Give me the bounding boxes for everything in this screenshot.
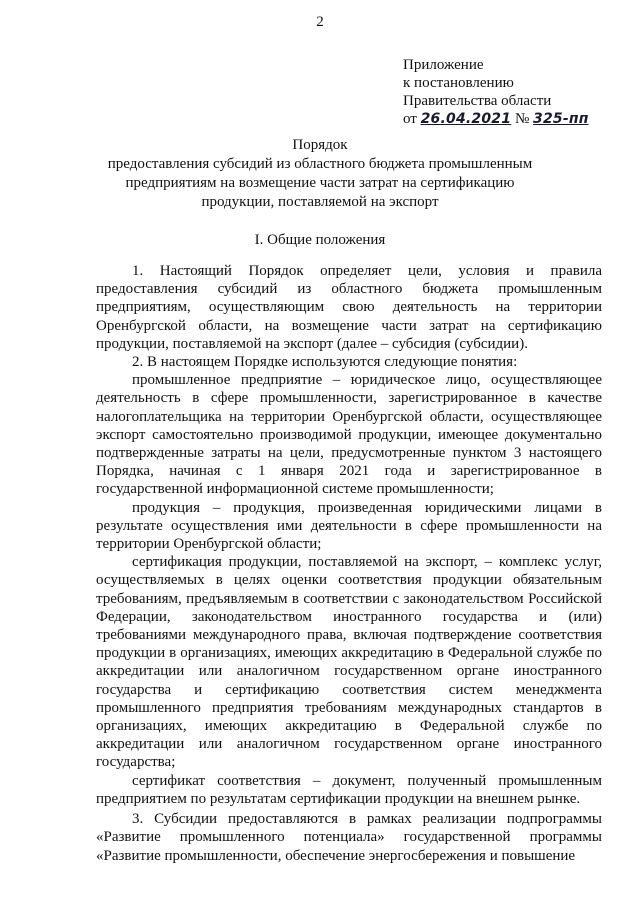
appendix-line-3: Правительства области <box>403 93 552 109</box>
paragraph-definition-product: продукция – продукция, произведенная юридическими лицами в результате осуществления ими деятельности в сфере промышленности на территории Оренбургской области; <box>96 499 602 553</box>
appendix-block <box>403 56 589 128</box>
title-line-4: продукции, поставляемой на экспорт <box>201 194 439 210</box>
title-line-3: предприятиям на возмещение части затрат на сертификацию <box>125 175 515 191</box>
handwritten-number: 325-пп <box>533 111 589 127</box>
paragraph-definition-certificate: сертификат соответствия – документ, полученный промышленным предприятием по результатам сертификации продукции на внешнем рынке. <box>96 772 602 807</box>
handwritten-date: 26.04.2021 <box>420 111 512 127</box>
title-line-1: Порядок <box>292 137 348 153</box>
appendix-line-2: к постановлению <box>403 75 514 91</box>
appendix-date-line <box>403 110 589 128</box>
paragraph-3: 3. Субсидии предоставляются в рамках реализации подпрограммы «Развитие промышленного потенциала» государственной программы «Развитие промышленности, обеспечение энергосбережения и повышение <box>96 811 602 864</box>
paragraph-definition-enterprise: промышленное предприятие – юридическое лицо, осуществляющее деятельность в сфере промышленности, зарегистрированное в качестве налогоплательщика на территории Оренбургской области, осуществляющее экспорт самостоятельно производимой продукции, имеющее документально подтвержденные затраты на цели, предусмотренные пунктом 3 настоящего Порядка, начиная с 1 января 2021 года и зарегистрированное в государственной информационной системе промышленности; <box>96 372 602 498</box>
appendix-line-1: Приложение <box>403 57 484 73</box>
paragraph-1: 1. Настоящий Порядок определяет цели, условия и правила предоставления субсидий из областного бюджета промышленным предприятиям, осуществляющим свою деятельность на территории Оренбургской области, на возмещение части затрат на сертификацию продукции, поставляемой на экспорт (далее – субсидия (субсидии). <box>96 263 602 352</box>
document-title <box>0 136 640 212</box>
section-heading: I. Общие положения <box>254 232 386 248</box>
paragraph-2: 2. В настоящем Порядке используются следующие понятия: <box>132 354 518 371</box>
date-prefix: от <box>403 111 417 127</box>
number-sign: № <box>514 111 530 127</box>
title-line-2: предоставления субсидий из областного бюджета промышленным <box>107 156 533 172</box>
paragraph-definition-certification: сертификация продукции, поставляемой на экспорт, – комплекс услуг, осуществляемых в целях оценки соответствия продукции обязательным требованиям, предъявляемым в соответствии с законодательством Российской Федерации, законодательством иностранного государства и (или) требованиями международного права, включая подтверждение соответствия продукции в организациях, имеющих аккредитацию в Федеральной службе по аккредитации или аналогичном государственном органе иностранного государства и сертификацию соответствия систем менеджмента промышленного предприятия требованиям международных стандартов в организациях, имеющих аккредитацию в Федеральной службе по аккредитации или аналогичном государственном органе иностранного государства; <box>96 554 602 771</box>
page-number: 2 <box>316 14 324 30</box>
document-body <box>96 262 602 865</box>
